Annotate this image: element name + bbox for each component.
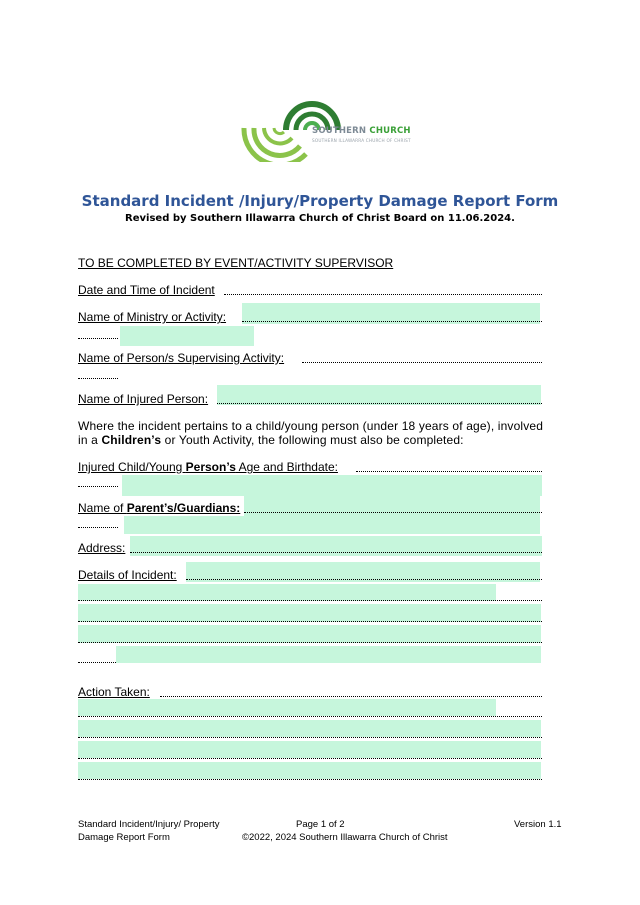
ministry-field-continued[interactable] xyxy=(120,326,254,346)
form-title: Standard Incident /Injury/Property Damage Report Form xyxy=(81,192,559,210)
action-field-2[interactable] xyxy=(78,720,541,737)
supervising-label: Name of Person/s Supervising Activity: xyxy=(78,351,285,365)
ministry-label: Name of Ministry or Activity: xyxy=(78,310,227,324)
details-field-4[interactable] xyxy=(78,625,541,643)
section-heading: TO BE COMPLETED BY EVENT/ACTIVITY SUPERVISOR xyxy=(78,256,394,270)
parents-field[interactable] xyxy=(244,496,540,516)
action-line-5 xyxy=(78,779,542,780)
details-field-3[interactable] xyxy=(78,604,541,622)
form-subtitle: Revised by Southern Illawarra Church of Christ Board on 11.06.2024. xyxy=(125,213,515,224)
supervising-field[interactable] xyxy=(302,362,542,363)
parents-field-continued[interactable] xyxy=(124,516,540,534)
parents-label: Name of Parent’s/Guardians: xyxy=(78,501,241,515)
action-line-2 xyxy=(78,716,542,717)
parents-line-continued xyxy=(78,527,118,528)
action-taken-label: Action Taken: xyxy=(78,685,150,699)
logo-wordmark: SOUTHERN CHURCH xyxy=(312,126,411,136)
ministry-line xyxy=(242,321,542,322)
logo-tagline: SOUTHERN ILLAWARRA CHURCH OF CHRIST xyxy=(312,138,411,143)
address-label: Address: xyxy=(78,541,126,555)
details-line-3 xyxy=(78,621,542,622)
footer-page-number: Page 1 of 2 xyxy=(296,819,345,830)
injured-person-line xyxy=(217,403,542,404)
details-line-5 xyxy=(78,662,116,663)
details-field-2[interactable] xyxy=(78,584,496,601)
child-age-birthdate-line xyxy=(356,471,542,472)
date-time-field[interactable] xyxy=(224,294,542,295)
injured-person-field[interactable] xyxy=(217,385,541,405)
child-age-birthdate-field[interactable] xyxy=(122,475,542,496)
action-field-3[interactable] xyxy=(78,741,541,758)
parents-line xyxy=(244,512,542,513)
action-line-1 xyxy=(160,696,542,697)
footer-copyright: ©2022, 2024 Southern Illawarra Church of Christ xyxy=(242,832,448,843)
action-field-4[interactable] xyxy=(78,762,541,779)
details-field-5[interactable] xyxy=(116,646,541,663)
action-line-4 xyxy=(78,758,542,759)
child-age-birthdate-label: Injured Child/Young Person’s Age and Birthdate: xyxy=(78,460,338,474)
details-line-4 xyxy=(78,642,542,643)
date-time-label: Date and Time of Incident xyxy=(78,283,215,297)
child-age-line-continued xyxy=(78,486,118,487)
child-instruction-text: Where the incident pertains to a child/young person (under 18 years of age), involved in a Children’s or Youth Activity, the following must also be completed: xyxy=(78,419,544,447)
address-line xyxy=(130,552,542,553)
details-line-2 xyxy=(78,600,542,601)
injured-person-label: Name of Injured Person: xyxy=(78,392,209,406)
action-line-3 xyxy=(78,737,542,738)
details-line-1 xyxy=(186,579,542,580)
ministry-line-continued xyxy=(78,338,118,339)
address-field[interactable] xyxy=(130,536,542,556)
details-label: Details of Incident: xyxy=(78,568,177,582)
footer-version: Version 1.1 xyxy=(514,819,562,830)
supervising-line-continued xyxy=(78,378,118,379)
footer-document-name: Standard Incident/Injury/ Property Damage Report Form xyxy=(78,819,220,843)
action-field-1[interactable] xyxy=(78,699,496,716)
